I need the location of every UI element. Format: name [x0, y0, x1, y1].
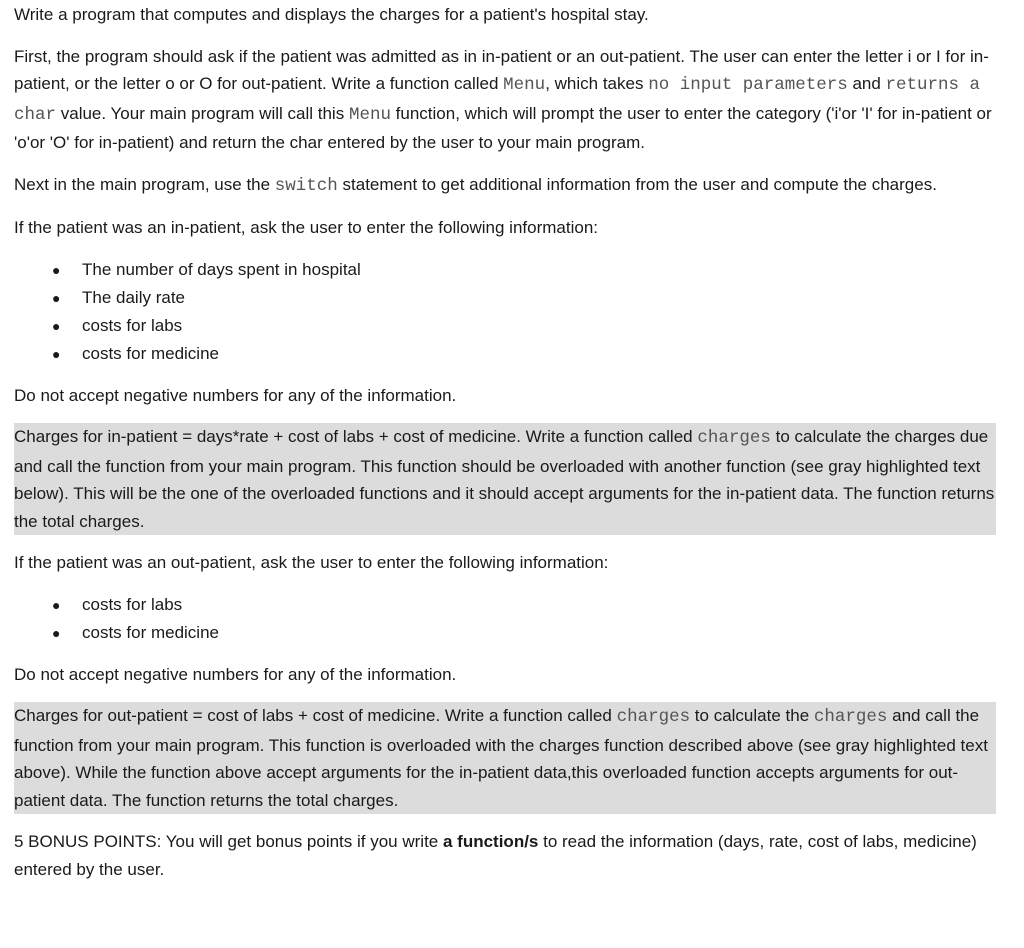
- inpatient-list: [14, 256, 1010, 368]
- bullet-icon: ●: [52, 596, 61, 613]
- list-item-text: costs for medicine: [82, 343, 219, 363]
- list-item-text: costs for labs: [82, 594, 183, 614]
- outpatient-negative-note: Do not accept negative numbers for any of the information.: [14, 664, 457, 684]
- outpatient-prompt: If the patient was an out-patient, ask the user to enter the following information:: [14, 553, 609, 572]
- menu-text-c: and: [847, 74, 886, 93]
- list-item-text: The number of days spent in hospital: [82, 259, 361, 279]
- bonus-text-b: to read the information (days, rate, cost of labs, medicine) entered by the user.: [14, 832, 977, 879]
- intro-paragraph: Write a program that computes and displays the charges for a patient's hospital stay.: [14, 5, 649, 24]
- list-item-text: costs for medicine: [82, 622, 219, 642]
- bonus-text-a: 5 BONUS POINTS: You will get bonus points if you write: [14, 832, 443, 851]
- list-item: [14, 619, 1010, 647]
- charges-code: charges: [616, 707, 691, 727]
- switch-code: switch: [274, 175, 338, 196]
- menu-text-e: function, which will prompt the user to enter the category ('i'or 'I' for in-patient or 'o'or 'O' for in-patient) and return the char entered by the user to your main program.: [14, 103, 992, 152]
- bullet-icon: ●: [52, 261, 61, 278]
- switch-paragraph: [14, 171, 1010, 201]
- switch-text-a: Next in the main program, use the: [14, 174, 275, 194]
- list-item-text: The daily rate: [82, 287, 185, 307]
- hl2-text-b: to calculate the: [690, 706, 814, 725]
- inpatient-negative-note: Do not accept negative numbers for any of the information.: [14, 385, 457, 405]
- hl1-text-a: Charges for in-patient = days*rate + cost of labs + cost of medicine. Write a function called: [14, 427, 698, 446]
- list-item: [14, 312, 1010, 340]
- bullet-icon: ●: [52, 289, 61, 306]
- menu-paragraph: [14, 43, 1010, 157]
- list-item-text: costs for labs: [82, 315, 183, 335]
- list-item: [14, 340, 1010, 368]
- hl2-text-c: and call the function from your main program. This function is overloaded with the charges function described above (see gray highlighted text above). While the function above accept arguments for the in-patient data,this overloaded function accepts arguments for out-patient data. The function returns the total charges.: [14, 706, 988, 810]
- outpatient-charges-highlight: [14, 702, 996, 814]
- charges-code-2: charges: [813, 707, 888, 727]
- hl1-text-b: to calculate the charges due and call the function from your main program. This function should be overloaded with another function (see gray highlighted text below). This will be the one of the overloaded functions and it should accept arguments for the in-patient data. The function returns the total charges.: [14, 427, 995, 531]
- switch-text-b: statement to get additional information from the user and compute the charges.: [337, 174, 937, 194]
- hl2-text-a: Charges for out-patient = cost of labs + cost of medicine. Write a function called: [14, 706, 617, 725]
- list-item: [14, 256, 1010, 284]
- menu-text-a: First, the program should ask if the patient was admitted as in in-patient or an out-patient. The user can enter the letter i or I for in-patient, or the letter o or O for out-patient. Write a function called: [14, 46, 989, 93]
- menu-text-b: , which takes: [545, 74, 649, 93]
- bullet-icon: ●: [52, 624, 61, 641]
- bonus-paragraph: [14, 828, 1010, 883]
- inpatient-prompt: If the patient was an in-patient, ask the user to enter the following information:: [14, 218, 599, 237]
- charges-code: charges: [697, 428, 771, 448]
- no-input-code: no input parameters: [648, 75, 848, 95]
- bullet-icon: ●: [52, 317, 61, 334]
- menu-code-2: Menu: [348, 104, 391, 125]
- bullet-icon: ●: [52, 345, 61, 362]
- list-item: [14, 591, 1010, 619]
- returns-char-code: returns a char: [14, 75, 981, 125]
- menu-text-d: value. Your main program will call this: [56, 103, 349, 123]
- bonus-bold: a function/s: [442, 832, 539, 851]
- list-item: [14, 284, 1010, 312]
- outpatient-list: [14, 591, 1010, 647]
- inpatient-charges-highlight: [14, 423, 996, 535]
- menu-code: Menu: [503, 75, 546, 95]
